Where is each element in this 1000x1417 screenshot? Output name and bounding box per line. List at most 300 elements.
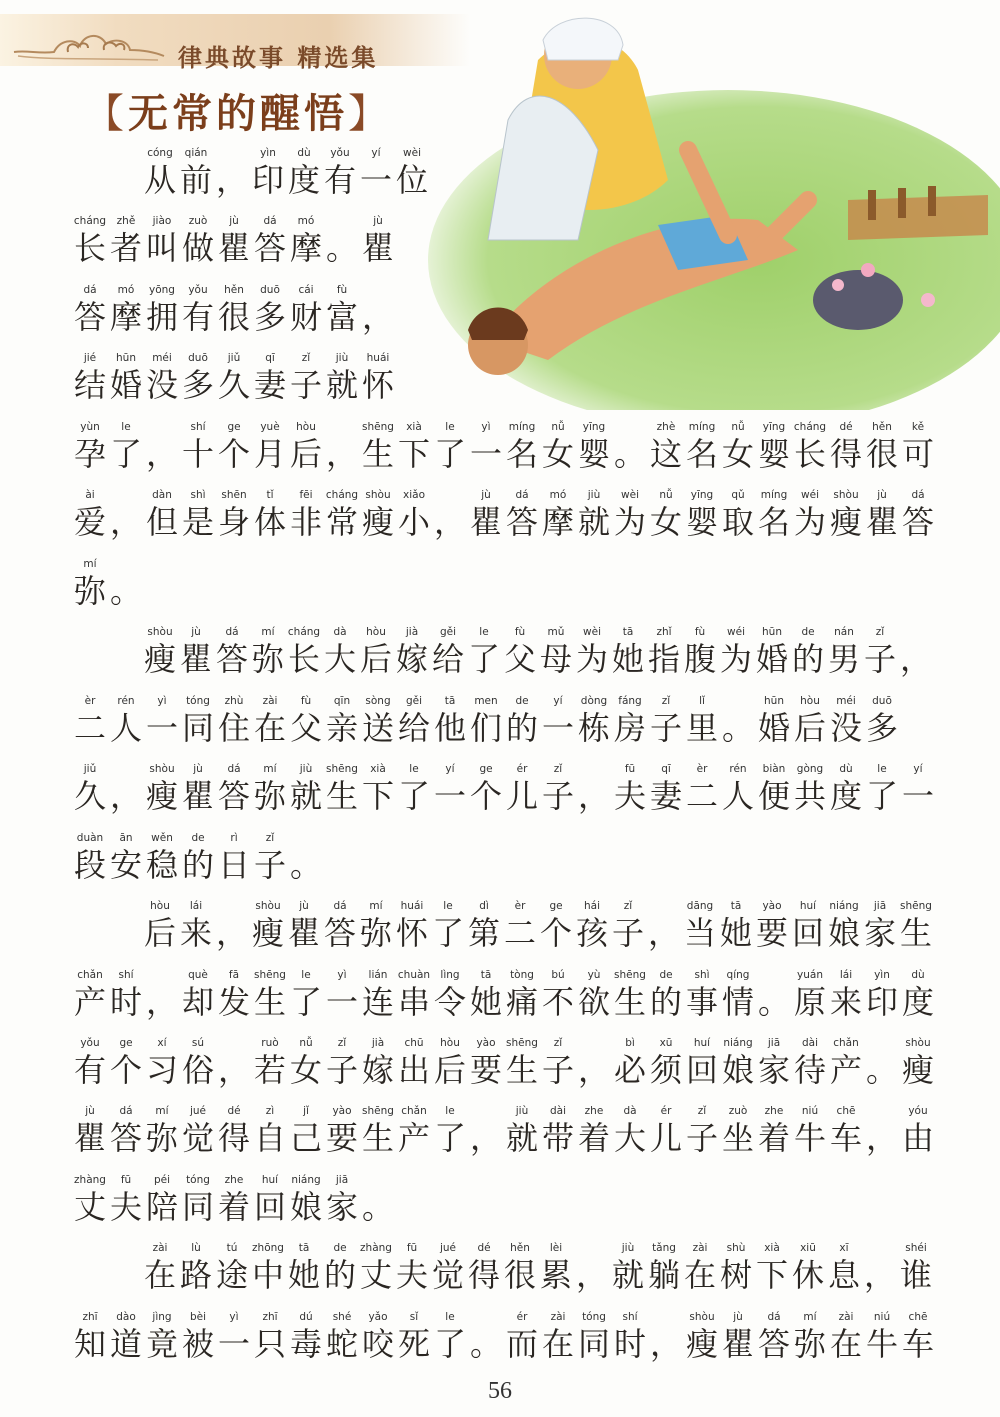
hanzi: 名 — [685, 435, 718, 473]
annotated-character — [250, 625, 286, 679]
annotated-character — [252, 1104, 288, 1158]
hanzi: 瞿 — [361, 229, 394, 267]
annotated-character — [72, 351, 108, 405]
pinyin: yìn — [260, 147, 276, 159]
annotated-character — [862, 899, 898, 953]
pinyin: huái — [400, 900, 424, 912]
hanzi: 就 — [289, 777, 322, 815]
hanzi: 一 — [359, 161, 392, 199]
annotated-character — [360, 1104, 396, 1158]
hanzi: 答 — [73, 298, 106, 336]
pinyin: dài — [801, 1037, 819, 1049]
hanzi: 取 — [721, 503, 754, 541]
hanzi: 瘦 — [145, 777, 178, 815]
annotated-character — [648, 488, 684, 542]
pinyin: jià — [405, 626, 419, 638]
annotated-character — [108, 968, 144, 1022]
hanzi: 生 — [505, 1051, 538, 1089]
hanzi: 瘦 — [251, 914, 284, 952]
hanzi: 指 — [647, 640, 680, 678]
hanzi: 后 — [793, 709, 826, 747]
annotated-character — [72, 1310, 108, 1364]
pinyin: zhe — [584, 1105, 604, 1117]
hanzi: 有 — [323, 161, 356, 199]
annotated-character — [288, 283, 324, 337]
hanzi: 第 — [467, 914, 500, 952]
hanzi: 瘦 — [685, 1325, 718, 1363]
pinyin: yí — [371, 147, 381, 159]
hanzi: 躺 — [647, 1256, 680, 1294]
hanzi: 陪 — [145, 1188, 178, 1226]
pinyin: hūn — [116, 352, 136, 364]
pinyin: ruò — [261, 1037, 279, 1049]
hanzi: 生 — [361, 1119, 394, 1157]
annotated-character — [720, 1310, 756, 1364]
pinyin: yǒu — [188, 284, 208, 296]
annotated-character — [396, 488, 432, 542]
annotated-character — [216, 420, 252, 474]
pinyin: yǒu — [80, 1037, 100, 1049]
pinyin: xià — [764, 1242, 780, 1254]
hanzi: 一 — [469, 435, 502, 473]
hanzi: 个 — [539, 914, 572, 952]
pinyin: míng — [508, 421, 536, 433]
annotated-character — [504, 1104, 540, 1158]
annotated-character — [108, 1104, 144, 1158]
text-line — [72, 351, 396, 405]
pinyin: jié — [83, 352, 97, 364]
annotated-character — [108, 420, 144, 474]
pinyin: wéi — [727, 626, 745, 638]
pinyin: mí — [803, 1311, 817, 1323]
hanzi: 时 — [109, 983, 142, 1021]
annotated-character — [864, 968, 900, 1022]
pinyin: cháng — [287, 626, 321, 638]
hanzi: 瞿 — [181, 777, 214, 815]
pinyin: fáng — [618, 695, 642, 707]
pinyin: de — [801, 626, 815, 638]
annotated-character — [540, 488, 576, 542]
pinyin: jiǔ — [83, 763, 97, 775]
annotated-character — [360, 488, 396, 542]
annotated-character — [324, 283, 360, 337]
hanzi: ， — [577, 777, 610, 815]
hanzi: ， — [109, 503, 142, 541]
pinyin: huí — [693, 1037, 711, 1049]
hanzi: 树 — [719, 1256, 752, 1294]
annotated-character — [394, 146, 430, 200]
hanzi: ， — [863, 1256, 896, 1294]
pinyin: yǎo — [368, 1311, 388, 1323]
pinyin: mó — [297, 215, 315, 227]
pinyin: shēng — [362, 1105, 394, 1117]
pinyin: yào — [762, 900, 782, 912]
hanzi: 日 — [217, 846, 250, 884]
pinyin: jù — [229, 215, 239, 227]
pinyin: sú — [191, 1037, 205, 1049]
hanzi: 回 — [253, 1188, 286, 1226]
pinyin: dàn — [152, 489, 172, 501]
text-line — [72, 762, 936, 816]
pinyin: yí — [553, 695, 563, 707]
pinyin: jǐ — [303, 1105, 309, 1117]
hanzi: 十 — [181, 435, 214, 473]
hanzi: 身 — [217, 503, 250, 541]
pinyin: yào — [476, 1037, 496, 1049]
annotated-character — [612, 968, 648, 1022]
pinyin: men — [474, 695, 498, 707]
pinyin: lián — [368, 969, 388, 981]
annotated-character — [468, 694, 504, 748]
annotated-character — [610, 625, 646, 679]
hanzi: 的 — [791, 640, 824, 678]
pinyin: de — [659, 969, 673, 981]
hanzi: 夫 — [613, 777, 646, 815]
hanzi: 就 — [611, 1256, 644, 1294]
annotated-character — [360, 968, 396, 1022]
annotated-character — [180, 420, 216, 474]
pinyin: péi — [153, 1174, 171, 1186]
annotated-character — [756, 420, 792, 474]
hanzi: 个 — [109, 1051, 142, 1089]
hanzi: 弥 — [73, 572, 106, 610]
annotated-character — [792, 420, 828, 474]
annotated-character — [144, 1310, 180, 1364]
hanzi: 很 — [503, 1256, 536, 1294]
annotated-character — [108, 1173, 144, 1227]
hanzi: 段 — [73, 846, 106, 884]
annotated-character — [756, 1036, 792, 1090]
pinyin: le — [301, 969, 311, 981]
pinyin: shòu — [255, 900, 281, 912]
pinyin: zǐ — [661, 695, 671, 707]
annotated-character — [468, 1104, 504, 1158]
annotated-character — [288, 351, 324, 405]
annotated-character — [322, 1241, 358, 1295]
hanzi: 了 — [865, 777, 898, 815]
hanzi: 个 — [217, 435, 250, 473]
annotated-character — [288, 968, 324, 1022]
annotated-character — [252, 488, 288, 542]
hanzi: 母 — [539, 640, 572, 678]
pinyin: fā — [228, 969, 240, 981]
hanzi: ， — [575, 1256, 608, 1294]
pinyin: méi — [152, 352, 172, 364]
hanzi: 谁 — [899, 1256, 932, 1294]
hanzi: 大 — [613, 1119, 646, 1157]
annotated-character — [252, 968, 288, 1022]
annotated-character — [180, 351, 216, 405]
hanzi: 答 — [901, 503, 934, 541]
annotated-character — [324, 351, 360, 405]
pinyin: nǚ — [659, 489, 673, 501]
hanzi: 可 — [901, 435, 934, 473]
annotated-character — [396, 420, 432, 474]
pinyin: niáng — [723, 1037, 753, 1049]
hanzi: 共 — [793, 777, 826, 815]
hanzi: ， — [215, 914, 248, 952]
pinyin: zǐ — [697, 1105, 707, 1117]
pinyin: le — [121, 421, 131, 433]
annotated-character — [286, 899, 322, 953]
annotated-character — [252, 694, 288, 748]
annotated-character — [358, 1241, 394, 1295]
hanzi: 路 — [179, 1256, 212, 1294]
annotated-character — [646, 625, 682, 679]
pinyin: sòng — [365, 695, 391, 707]
pinyin: wěn — [151, 832, 173, 844]
annotated-character — [288, 1173, 324, 1227]
annotated-character — [648, 420, 684, 474]
hanzi: 婴 — [757, 435, 790, 473]
text-line — [72, 968, 936, 1022]
annotated-character — [684, 1036, 720, 1090]
pinyin: biàn — [762, 763, 786, 775]
hanzi: 车 — [901, 1325, 934, 1363]
annotated-character — [828, 488, 864, 542]
pinyin: shēn — [221, 489, 247, 501]
hanzi: 俗 — [181, 1051, 214, 1089]
hanzi: 回 — [685, 1051, 718, 1089]
annotated-character — [826, 899, 862, 953]
pinyin: nǚ — [731, 421, 745, 433]
annotated-character — [144, 694, 180, 748]
pinyin: shēng — [326, 763, 358, 775]
hanzi: 儿 — [505, 777, 538, 815]
pinyin: yì — [337, 969, 347, 981]
annotated-character — [504, 420, 540, 474]
hanzi: 婴 — [577, 435, 610, 473]
annotated-character — [252, 283, 288, 337]
pinyin: hòu — [296, 421, 316, 433]
text-line — [72, 420, 936, 474]
annotated-character — [900, 1036, 936, 1090]
hanzi: 下 — [755, 1256, 788, 1294]
pinyin: gěi — [405, 695, 423, 707]
pinyin: zhe — [224, 1174, 244, 1186]
annotated-character — [144, 420, 180, 474]
annotated-character — [108, 283, 144, 337]
hanzi: 道 — [109, 1325, 142, 1363]
hanzi: 时 — [613, 1325, 646, 1363]
pinyin: bì — [625, 1037, 635, 1049]
hanzi: 父 — [289, 709, 322, 747]
hanzi: 度 — [901, 983, 934, 1021]
hanzi: 瞿 — [73, 1119, 106, 1157]
hanzi: 觉 — [431, 1256, 464, 1294]
pinyin: tòng — [510, 969, 534, 981]
text-line — [72, 694, 900, 748]
annotated-character — [754, 899, 790, 953]
pinyin: shù — [726, 1242, 746, 1254]
pinyin: zuò — [188, 215, 208, 227]
annotated-character — [322, 899, 358, 953]
hanzi: 在 — [143, 1256, 176, 1294]
hanzi: 牛 — [793, 1119, 826, 1157]
annotated-character — [682, 1241, 718, 1295]
hanzi: 瞿 — [287, 914, 320, 952]
hanzi: 家 — [325, 1188, 358, 1226]
hanzi: 觉 — [181, 1119, 214, 1157]
hanzi: 印 — [251, 161, 284, 199]
hanzi: 者 — [109, 229, 142, 267]
series-title: 律典故事 精选集 — [178, 43, 379, 72]
pinyin: duàn — [76, 832, 104, 844]
pinyin: dà — [333, 626, 347, 638]
hanzi: 同 — [181, 709, 214, 747]
pinyin: dòng — [580, 695, 608, 707]
hanzi: 带 — [541, 1119, 574, 1157]
pinyin: qíng — [726, 969, 750, 981]
pinyin: sǐ — [409, 1311, 419, 1323]
annotated-character — [504, 694, 540, 748]
annotated-character — [574, 625, 610, 679]
hanzi: 从 — [143, 161, 176, 199]
annotated-character — [180, 1173, 216, 1227]
pinyin: hūn — [762, 626, 782, 638]
annotated-character — [502, 1241, 538, 1295]
pinyin: hūn — [764, 695, 784, 707]
pinyin: cháng — [73, 215, 107, 227]
annotated-character — [538, 1241, 574, 1295]
annotated-character — [828, 1036, 864, 1090]
hanzi: 印 — [865, 983, 898, 1021]
pinyin: zhè — [656, 421, 676, 433]
annotated-character — [72, 762, 108, 816]
hanzi: 腹 — [683, 640, 716, 678]
pinyin: zhī — [82, 1311, 98, 1323]
annotated-character — [288, 420, 324, 474]
pinyin: chē — [836, 1105, 856, 1117]
annotated-character — [216, 283, 252, 337]
pinyin: niáng — [291, 1174, 321, 1186]
hanzi: 度 — [829, 777, 862, 815]
hanzi: 子 — [289, 366, 322, 404]
annotated-character — [648, 694, 684, 748]
pinyin: shòu — [149, 763, 175, 775]
hanzi: 富 — [325, 298, 358, 336]
annotated-character — [286, 625, 322, 679]
hanzi: 子 — [863, 640, 896, 678]
hanzi: 多 — [253, 298, 286, 336]
text-line — [72, 488, 936, 542]
pinyin: dé — [839, 421, 853, 433]
pinyin: jiā — [767, 1037, 781, 1049]
hanzi: 婚 — [755, 640, 788, 678]
pinyin: zhàng — [360, 1242, 392, 1254]
annotated-character — [540, 694, 576, 748]
hanzi: ， — [145, 435, 178, 473]
pinyin: de — [515, 695, 529, 707]
annotated-character — [792, 1310, 828, 1364]
hanzi: 多 — [181, 366, 214, 404]
pinyin: le — [479, 626, 489, 638]
pinyin: jiù — [335, 352, 349, 364]
annotated-character — [864, 762, 900, 816]
pinyin: hòu — [440, 1037, 460, 1049]
hanzi: 下 — [361, 777, 394, 815]
annotated-character — [288, 214, 324, 268]
annotated-character — [178, 899, 214, 953]
hanzi: 瘦 — [143, 640, 176, 678]
pinyin: tā — [480, 969, 492, 981]
annotated-character — [252, 831, 288, 885]
annotated-character — [576, 420, 612, 474]
pinyin: jué — [189, 1105, 207, 1117]
pinyin: zài — [550, 1311, 566, 1323]
annotated-character — [504, 488, 540, 542]
annotated-character — [756, 762, 792, 816]
hanzi: 位 — [395, 161, 428, 199]
annotated-character — [682, 625, 718, 679]
pinyin: ér — [516, 763, 528, 775]
pinyin: fù — [694, 626, 706, 638]
annotated-character — [180, 968, 216, 1022]
annotated-character — [864, 420, 900, 474]
pinyin: zuò — [728, 1105, 748, 1117]
pinyin: dá — [263, 215, 277, 227]
hanzi: 子 — [541, 777, 574, 815]
annotated-character — [828, 1310, 864, 1364]
annotated-character — [108, 762, 144, 816]
hanzi: 就 — [505, 1119, 538, 1157]
hanzi: 要 — [325, 1119, 358, 1157]
hanzi: 要 — [755, 914, 788, 952]
pinyin: mǔ — [547, 626, 565, 638]
annotated-character — [538, 899, 574, 953]
hanzi: ， — [577, 1051, 610, 1089]
pinyin: shēng — [362, 421, 394, 433]
annotated-character — [538, 625, 574, 679]
hanzi: 摩 — [109, 298, 142, 336]
annotated-character — [142, 1241, 178, 1295]
hanzi: 瞿 — [179, 640, 212, 678]
annotated-character — [432, 968, 468, 1022]
annotated-character — [792, 968, 828, 1022]
annotated-character — [756, 1104, 792, 1158]
annotated-character — [252, 1036, 288, 1090]
pinyin: dù — [839, 763, 853, 775]
pinyin: méi — [836, 695, 856, 707]
hanzi: 做 — [181, 229, 214, 267]
pinyin: zǐ — [875, 626, 885, 638]
annotated-character — [468, 488, 504, 542]
pinyin: yì — [229, 1311, 239, 1323]
hanzi: 小 — [397, 503, 430, 541]
annotated-character — [216, 694, 252, 748]
pinyin: dé — [227, 1105, 241, 1117]
hanzi: 。 — [721, 709, 754, 747]
hanzi: 叫 — [145, 229, 178, 267]
pinyin: lèi — [549, 1242, 563, 1254]
hanzi: 了 — [431, 914, 464, 952]
hanzi: 情 — [721, 983, 754, 1021]
hanzi: 咬 — [361, 1325, 394, 1363]
hanzi: 住 — [217, 709, 250, 747]
hanzi: 答 — [323, 914, 356, 952]
pinyin: yuè — [260, 421, 280, 433]
hanzi: 途 — [215, 1256, 248, 1294]
hanzi: 前 — [179, 161, 212, 199]
annotated-character — [898, 625, 934, 679]
pinyin: míng — [760, 489, 788, 501]
hanzi: 蛇 — [325, 1325, 358, 1363]
hanzi: 有 — [181, 298, 214, 336]
hanzi: 稳 — [145, 846, 178, 884]
pinyin: shé — [332, 1311, 352, 1323]
annotated-character — [252, 762, 288, 816]
annotated-character — [540, 968, 576, 1022]
